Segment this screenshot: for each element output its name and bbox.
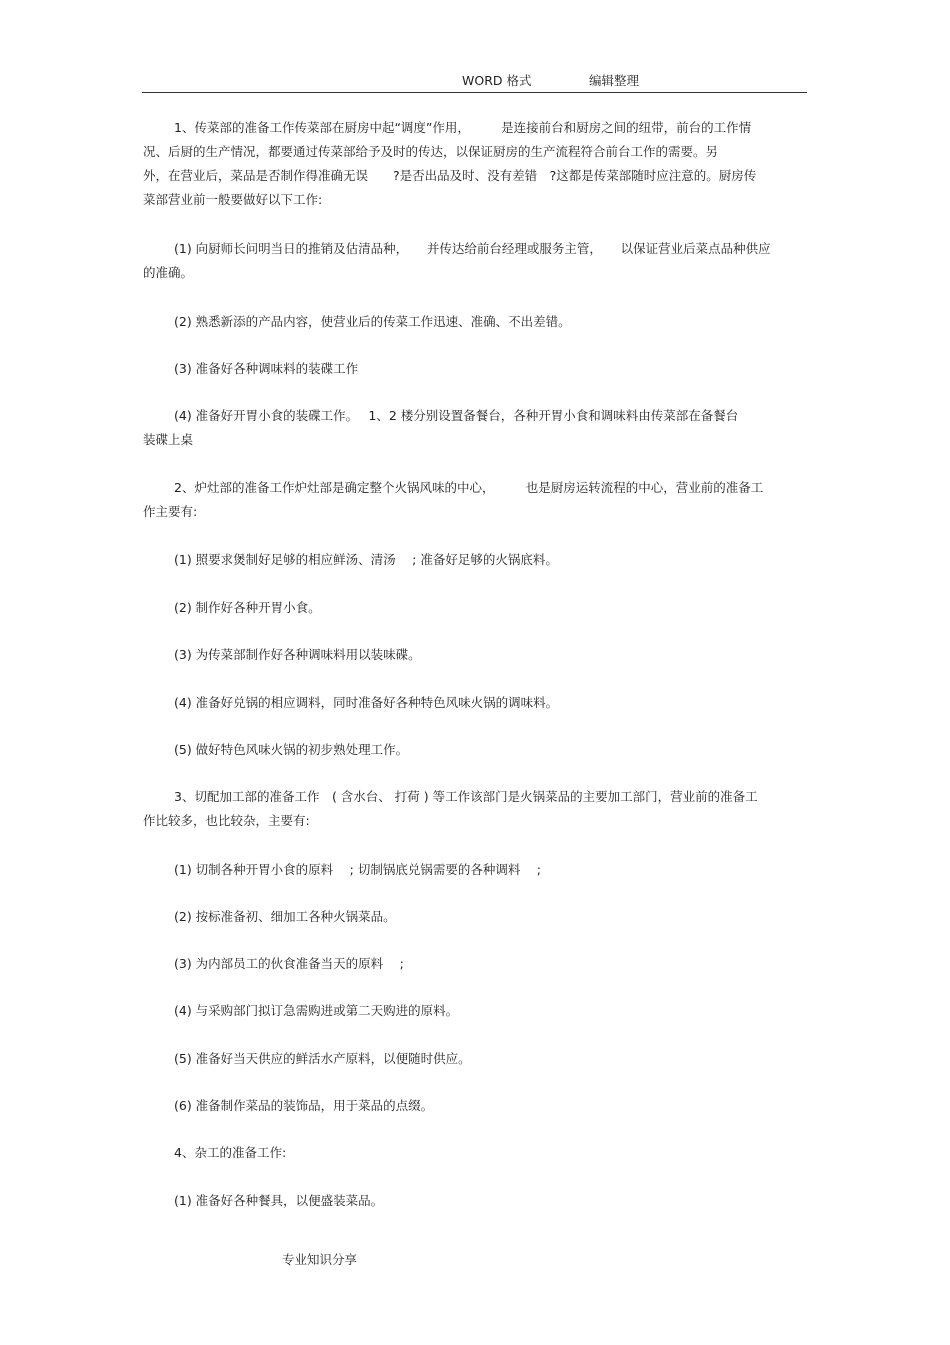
paragraph-15 (143, 952, 793, 976)
text-line: (4) 准备好开胃小食的装碟工作。 1、2 楼分别设置备餐台，各种开胃小食和调味料由传菜部在备餐台 (174, 408, 739, 423)
text-line: 作比较多，也比较杂，主要有: (143, 813, 310, 828)
text-line: 1、传菜部的准备工作传菜部在厨房中起“调度”作用， 是连接前台和厨房之间的纽带，前台的工作情 (174, 120, 752, 135)
paragraph-20 (143, 1189, 793, 1213)
text-line: (3) 为内部员工的伙食准备当天的原料 ; (174, 956, 404, 971)
text-line: (3) 准备好各种调味料的装碟工作 (174, 361, 359, 376)
paragraph-14 (143, 905, 793, 929)
paragraph-18 (143, 1094, 793, 1118)
text-line: (2) 按标准备初、细加工各种火锅菜品。 (174, 909, 396, 924)
page-header (142, 70, 807, 93)
paragraph-5 (143, 404, 793, 452)
page-footer: 专业知识分享 (282, 1252, 358, 1267)
header-right-text: 编辑整理 (589, 73, 640, 88)
paragraph-6 (143, 476, 793, 524)
text-line: 况、后厨的生产情况，都要通过传菜部给予及时的传达，以保证厨房的生产流程符合前台工作的需要。另 (143, 144, 719, 159)
text-line: 菜部营业前一般要做好以下工作: (143, 192, 323, 207)
header-left-text: WORD 格式 (462, 73, 532, 88)
paragraph-7 (143, 548, 793, 572)
text-line: (1) 切制各种开胃小食的原料 ; 切制锅底兑锅需要的各种调料 ; (174, 862, 542, 877)
text-line: (4) 准备好兑锅的相应调料，同时准备好各种特色风味火锅的调味料。 (174, 695, 559, 710)
paragraph-17 (143, 1047, 793, 1071)
text-line: (1) 准备好各种餐具，以便盛装菜品。 (174, 1193, 384, 1208)
text-line: (5) 做好特色风味火锅的初步熟处理工作。 (174, 742, 409, 757)
text-line: (2) 熟悉新添的产品内容，使营业后的传菜工作迅速、准确、不出差错。 (174, 314, 571, 329)
text-line: (1) 向厨师长问明当日的推销及估清品种， 并传达给前台经理或服务主管， 以保证营业后菜点品种供应 (174, 241, 771, 256)
paragraph-4 (143, 357, 793, 381)
paragraph-8 (143, 596, 793, 620)
paragraph-2 (143, 237, 793, 285)
text-line: 3、切配加工部的准备工作 ( 含水台、 打荷 ) 等工作该部门是火锅菜品的主要加工部门，营业前的准备工 (174, 789, 758, 804)
text-line: 4、杂工的准备工作: (174, 1145, 287, 1160)
paragraph-11 (143, 738, 793, 762)
text-line: 作主要有: (143, 504, 198, 519)
text-line: 外，在营业后，菜品是否制作得准确无误 ?是否出品及时、没有差错 ?这都是传菜部随时应注意的。厨房传 (143, 168, 757, 183)
paragraph-16 (143, 999, 793, 1023)
text-line: 装碟上桌 (143, 432, 194, 447)
text-line: (1) 照要求煲制好足够的相应鲜汤、清汤 ; 准备好足够的火锅底料。 (174, 552, 558, 567)
text-line: (3) 为传菜部制作好各种调味料用以装味碟。 (174, 647, 421, 662)
paragraph-10 (143, 691, 793, 715)
paragraph-3 (143, 310, 793, 334)
text-line: (2) 制作好各种开胃小食。 (174, 600, 321, 615)
text-line: 的准确。 (143, 265, 194, 280)
text-line: (6) 准备制作菜品的装饰品，用于菜品的点缀。 (174, 1098, 434, 1113)
text-line: (4) 与采购部门拟订急需购进或第二天购进的原料。 (174, 1003, 459, 1018)
text-line: (5) 准备好当天供应的鲜活水产原料，以便随时供应。 (174, 1051, 471, 1066)
paragraph-12 (143, 785, 793, 833)
paragraph-1 (143, 116, 793, 212)
paragraph-19 (143, 1141, 793, 1165)
text-line: 2、炉灶部的准备工作炉灶部是确定整个火锅风味的中心， 也是厨房运转流程的中心，营业前的准备工 (174, 480, 764, 495)
paragraph-9 (143, 643, 793, 667)
paragraph-13 (143, 858, 793, 882)
